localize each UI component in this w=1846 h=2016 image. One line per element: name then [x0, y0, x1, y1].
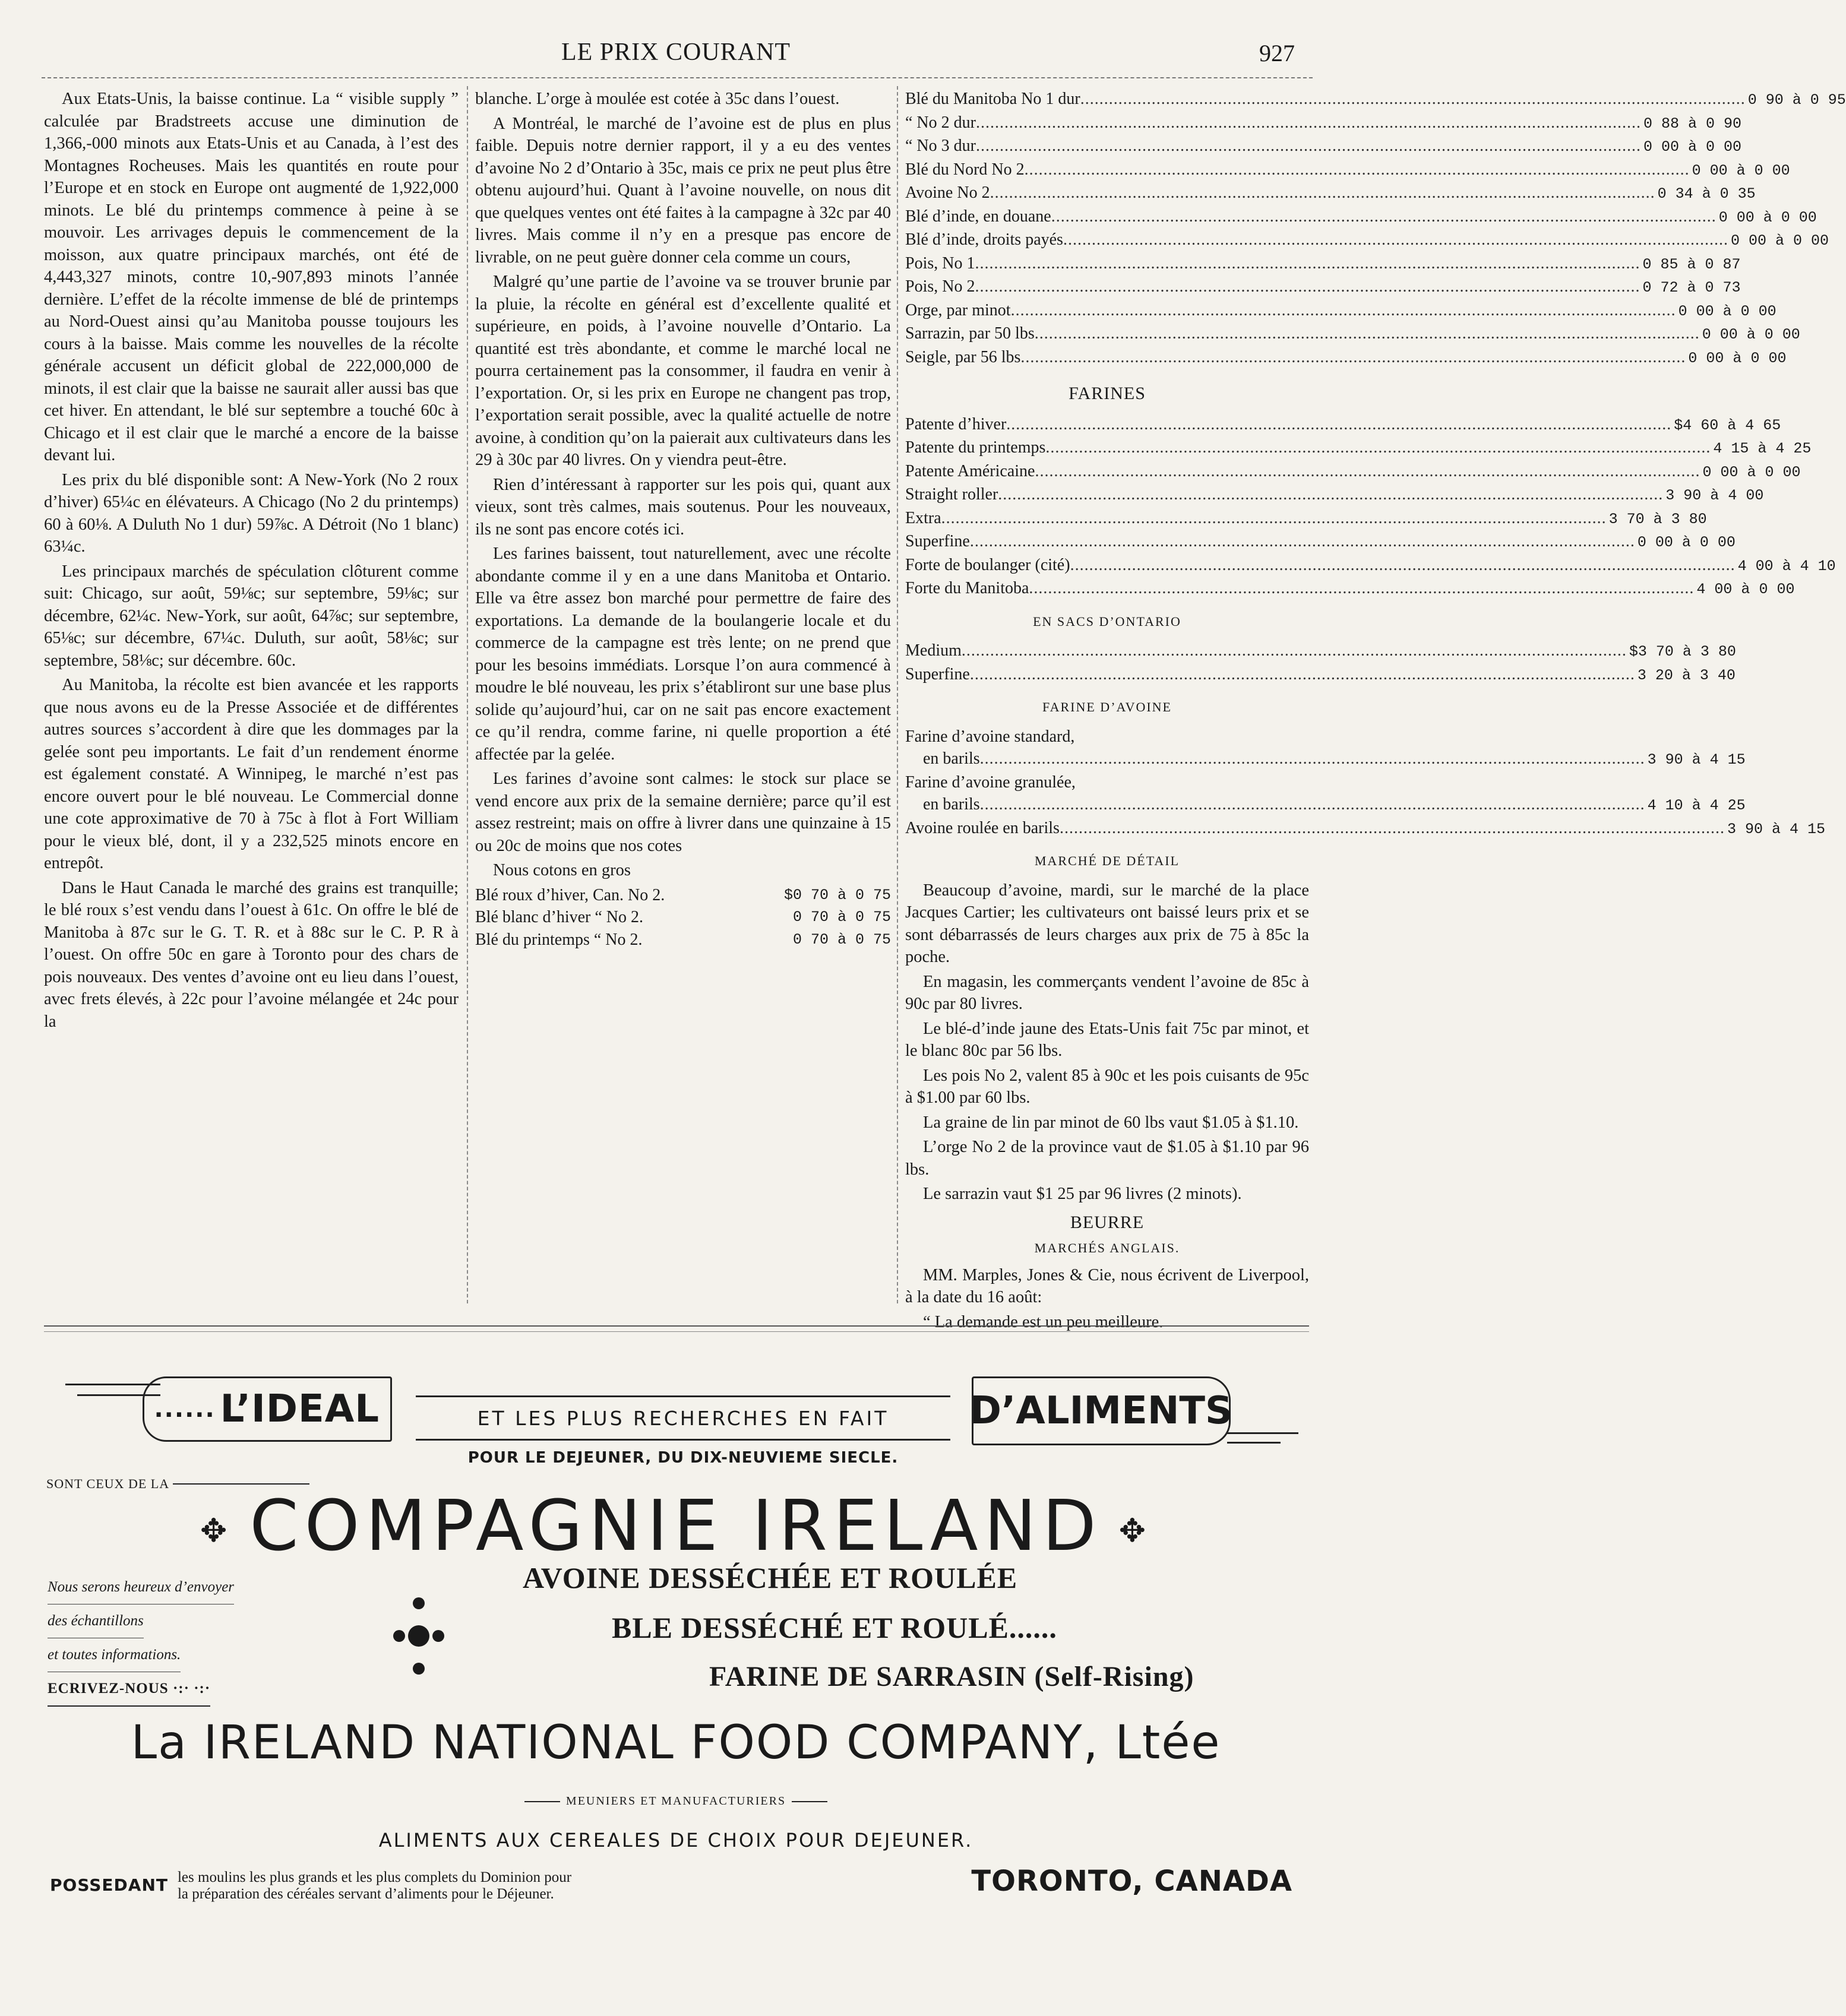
leader-dots [1035, 322, 1700, 345]
price-row [905, 413, 1781, 437]
paragraph: Beaucoup d’avoine, mardi, sur le marché de la place Jacques Cartier; les cultivateurs ont baissé leurs prix et se sont débarrassés de leurs charges aux prix de 75 à 85c la poche. [905, 881, 1309, 966]
ad-top-rule [44, 1331, 1309, 1332]
leader-dots [1011, 299, 1676, 322]
price-name: Orge, par minot [905, 300, 1011, 319]
price-value: 0 00 à 0 00 [1730, 232, 1829, 249]
price-row [905, 640, 1736, 663]
section-heading: BEURRE [1070, 1212, 1145, 1232]
note-line: Nous serons heureux d’envoyer [48, 1571, 234, 1604]
leader-dots [976, 135, 1641, 157]
price-row [905, 483, 1764, 507]
paragraph: Aux Etats-Unis, la baisse continue. La “ visible supply ” calculée par Bradstreets accuse une diminution de 1,366,-000 minots aux Etats-Unis et au Canada, à l’est des Montagnes Rocheuses. Mais les quantités en route pour l’Europe et en stock en Europe ont augmenté de 1,922,000 minots. Le blé du printemps commence à peine à se mouvoir. Les arrivages depuis le commencement de la moisson, aux quatre principaux marchés, ont été de 4,443,327 minots, contre 10,-907,893 minots l’année dernière. L’effet de la récolte immense de blé de printemps au Nord-Ouest ainsi qu’au Manitoba pousse toujours les cours à la baisse. Mais comme les nouvelles de la récolte générale accusent un déficit global de 222,000,000 de minots, il est clair que la baisse ne saurait aller aussi bas que cet hiver. En attendant, le blé sur septembre a touché 60c à Chicago et il est clair que le marché a encore de la baisse devant lui. [44, 90, 459, 464]
company-name [0, 1485, 1352, 1566]
paragraph: Malgré qu’une partie de l’avoine va se trouver brunie par la pluie, la récolte en général est d’excellente qualité et supérieure, en poids, à l’avoine nouvelle d’Ontario. La quantité est très abondante, et comme le marché local ne pourra certainement pas la consommer, il faudra en venir à l’exportation. Or, si les prix en Europe ne changent pas trop, l’exportation serait possible, avec la qualité actuelle de notre avoine, à condition qu’on la paierait aux cultivateurs dans les 29 à 30c par 40 livres. On y viendra peut-être. [475, 273, 891, 469]
section-heading: FARINE D’AVOINE [1042, 700, 1172, 714]
leader-dots [975, 276, 1640, 298]
possedant-line: les moulins les plus grands et les plus complets du Dominion pour [177, 1869, 572, 1885]
paragraph: Le blé-d’inde jaune des Etats-Unis fait 75c par minot, et le blanc 80c par 56 lbs. [905, 1019, 1309, 1060]
possedant-text [178, 1869, 571, 1903]
price-row [905, 530, 1736, 554]
leader-dots [1035, 460, 1700, 483]
price-value: 0 00 à 0 00 [1688, 349, 1787, 367]
price-row [905, 112, 1742, 135]
price-value: 0 00 à 0 00 [1702, 463, 1801, 481]
paragraph: Les farines baissent, tout naturellement, avec une récolte abondante comme il y en a une dans Manitoba et Ontario. Elle va être assez bon marché pour permettre de faire des exportations. La demande de la boulangerie locale et du commerce de la campagne est très lente; on ne prend que pour les besoins immédiats. Lorsque l’on aura commencé à moudre le blé nouveau, les prix s’établiront sur une base plus solide qu’aujourd’hui, car on ne sait pas encore exactement ce qu’il rendra, comme farine, ni quelle proportion a été affectée par la gelée. [475, 545, 891, 764]
price-name: Forte de boulanger (cité) [905, 555, 1070, 574]
price-row [905, 793, 1746, 817]
price-name: Patente Américaine [905, 461, 1035, 480]
paragraph: En magasin, les commerçants vendent l’avoine de 85c à 90c par 80 livres. [905, 972, 1309, 1013]
price-row [905, 460, 1801, 484]
column-1 [44, 88, 459, 1305]
write-us [48, 1672, 210, 1707]
write-us-text: ECRIVEZ-NOUS [48, 1680, 169, 1697]
paragraph: Au Manitoba, la récolte est bien avancée et les rapports que nous avons eu de la Presse Associée et de différentes autres sources s’accordent à dire que les dommages par la gelée sont peu importants. Le fait d’un rendement énorme est également constaté. A Winnipeg, le marché n’est pas encore ouvert pour le blé nouveau. Le Commercial donne une cote approximative de 70 à 75c à flot à Fort William pour le vieux blé, dont, il y a 232,525 minots encore en entrepôt. [44, 676, 459, 872]
price-value: 0 00 à 0 00 [1643, 138, 1742, 156]
price-name: Avoine roulée en barils [905, 818, 1060, 837]
leader-dots [1006, 413, 1671, 436]
ornament-icon: ✥ [200, 1512, 233, 1550]
header-rule [42, 77, 1313, 78]
paragraph: Le sarrazin vaut $1 25 par 96 livres (2 minots). [923, 1185, 1242, 1203]
price-name: Farine d’avoine standard, [905, 727, 1075, 746]
price-name: Avoine No 2 [905, 183, 990, 202]
price-name: Extra [905, 508, 941, 527]
section-heading: FARINES [1069, 384, 1146, 403]
price-name: Blé d’inde, en douane [905, 207, 1051, 226]
price-name: Seigle, par 56 lbs [905, 347, 1021, 366]
dot-ornament-icon [392, 1591, 445, 1680]
price-row [905, 577, 1795, 601]
aliments-banner: D’ALIMENTS [972, 1376, 1231, 1445]
paragraph: Rien d’intéressant à rapporter sur les pois qui, quant aux vieux, sont très calmes, mais soutenus. Pour les nouveaux, ils ne sont pas encore cotés ici. [475, 475, 891, 539]
price-name: “ No 2 dur [905, 113, 976, 132]
product-line: AVOINE DESSÉCHÉE ET ROULÉE [523, 1561, 1018, 1594]
meuniers-line [0, 1795, 1352, 1808]
ornament-icon: ·:· ·:· [172, 1680, 211, 1697]
paragraph: L’orge No 2 de la province vaut de $1.05 à $1.10 par 96 lbs. [905, 1138, 1309, 1179]
leader-dots [1080, 88, 1746, 110]
section-heading: MARCHÉ DE DÉTAIL [1034, 853, 1180, 868]
paragraph: Dans le Haut Canada le marché des grains est tranquille; le blé roux s’est vendu dans l’ouest à 61c. On offre le blé de Manitoba à 87c sur le G. T. R. et à 88c sur le C. P. R à l’ouest. On offre 50c en gare à Toronto pour des chars de pois nouveaux. Des ventes d’avoine ont eu lieu dans l’ouest, avec frets élevés, à 22c pour l’avoine mélangée et 24c pour la [44, 878, 459, 1031]
possedant-block [50, 1869, 571, 1903]
paragraph: Les prix du blé disponible sont: A New-York (No 2 roux d’hiver) 65¼c en élévateurs. A Chicago (No 2 du printemps) 60 à 60⅛. A Duluth No 1 dur) 59⅞c. A Détroit (No 1 blanc) 63¼c. [44, 470, 459, 556]
price-value: $4 60 à 4 65 [1674, 416, 1781, 434]
leader-dots [941, 507, 1607, 530]
paragraph: La graine de lin par minot de 60 lbs vaut $1.05 à $1.10. [923, 1113, 1299, 1132]
price-row [905, 205, 1817, 229]
swash-line [1227, 1432, 1298, 1434]
grain-name: Blé du printemps “ No 2. [475, 930, 643, 949]
leader-dots [1051, 205, 1717, 228]
price-row [905, 229, 1829, 252]
banner-dots: ...... [154, 1395, 216, 1423]
possedant-line: la préparation des céréales servant d’aliments pour le Déjeuner. [177, 1886, 554, 1902]
price-name: Pois, No 1 [905, 254, 975, 273]
paragraph: Les farines d’avoine sont calmes: le stock sur place se vend encore aux prix de la semaine dernière; parce qu’il est assez restreint; mais on offre à livrer dans une quinzaine à 15 ou 20c de moins que nos cotes [475, 770, 891, 855]
leader-dots [1070, 554, 1736, 577]
leader-dots [970, 663, 1635, 686]
price-value: 0 72 à 0 73 [1642, 279, 1741, 296]
price-row [905, 276, 1741, 299]
swash-line [65, 1384, 160, 1385]
company-text: COMPAGNIE IRELAND [249, 1485, 1102, 1566]
price-name: en barils [923, 749, 980, 768]
leader-dots [1020, 346, 1686, 369]
price-row-label [905, 771, 1309, 794]
section-heading: MARCHÉS ANGLAIS. [1034, 1240, 1180, 1255]
section-heading: EN SACS D’ONTARIO [1033, 613, 1181, 629]
paragraph: Nous cotons en gros [493, 861, 631, 879]
price-row [905, 135, 1742, 159]
price-row [905, 346, 1787, 370]
leader-dots [962, 640, 1627, 662]
price-value: 4 00 à 0 00 [1696, 581, 1795, 598]
price-value: 0 00 à 0 00 [1637, 534, 1736, 551]
price-value: 0 34 à 0 35 [1657, 185, 1756, 202]
price-name: Straight roller [905, 485, 998, 504]
ceux-text: SONT CEUX DE LA [46, 1476, 170, 1491]
price-value: 3 90 à 4 15 [1647, 751, 1746, 768]
grain-price-row [475, 884, 891, 907]
paragraph: blanche. L’orge à moulée est cotée à 35c dans l’ouest. [475, 90, 840, 108]
column-divider [897, 86, 898, 1303]
product-line: FARINE DE SARRASIN (Self-Rising) [709, 1661, 1194, 1692]
price-value: 4 15 à 4 25 [1713, 440, 1812, 457]
price-value: $3 70 à 3 80 [1629, 643, 1736, 660]
ad-top-rule [44, 1325, 1309, 1327]
note-line: et toutes informations. [48, 1638, 181, 1672]
price-name: Superfine [905, 532, 970, 550]
grain-value: $0 70 à 0 75 [783, 886, 891, 904]
leader-dots [998, 483, 1663, 506]
price-value: 3 90 à 4 15 [1727, 820, 1825, 838]
price-name: en barils [923, 795, 980, 814]
price-row [905, 159, 1790, 182]
meuniers-text: MEUNIERS ET MANUFACTURIERS [565, 1795, 786, 1808]
leader-dots [990, 182, 1655, 204]
grain-price-row [475, 929, 891, 951]
price-name: Superfine [905, 664, 970, 683]
leader-dots [1060, 817, 1725, 840]
price-value: 4 10 à 4 25 [1647, 797, 1746, 814]
price-row [905, 436, 1812, 460]
price-name: Forte du Manitoba [905, 579, 1029, 597]
grain-name: Blé blanc d’hiver “ No 2. [475, 908, 644, 926]
price-row [905, 88, 1846, 112]
column-divider [467, 86, 468, 1303]
paragraph: “ La demande est un peu meilleure. [923, 1312, 1164, 1331]
price-row [905, 299, 1777, 323]
price-name: “ No 3 dur [905, 137, 976, 155]
price-name: Medium [905, 641, 962, 660]
column-3 [905, 88, 1846, 1331]
grain-value: 0 70 à 0 75 [792, 909, 891, 926]
swash-line [1227, 1442, 1281, 1444]
national-company-name: La IRELAND NATIONAL FOOD COMPANY, Ltée [131, 1716, 1221, 1770]
price-name: Pois, No 2 [905, 277, 975, 296]
dash-line [524, 1801, 560, 1802]
banner-middle: ET LES PLUS RECHERCHES EN FAIT [416, 1395, 950, 1441]
price-name: Farine d’avoine granulée, [905, 773, 1076, 792]
price-name: Sarrazin, par 50 lbs [905, 324, 1035, 343]
price-row [905, 748, 1746, 771]
ornament-icon: ✥ [1118, 1512, 1152, 1550]
price-value: 0 88 à 0 90 [1643, 115, 1742, 132]
price-name: Patente du printemps [905, 438, 1046, 457]
note-line: des échantillons [48, 1604, 144, 1638]
price-value: 0 00 à 0 00 [1692, 162, 1790, 179]
price-value: 3 70 à 3 80 [1608, 510, 1707, 528]
leader-dots [980, 748, 1645, 770]
grain-price-row [475, 906, 891, 929]
banner-ideal: L’IDEAL [220, 1387, 380, 1431]
dash-line [792, 1801, 827, 1802]
column-2 [475, 88, 891, 1305]
grain-name: Blé roux d’hiver, Can. No 2. [475, 885, 665, 904]
leader-dots [1025, 159, 1690, 181]
product-line: BLE DESSÉCHÉ ET ROULÉ...... [612, 1611, 1057, 1644]
paragraph: Les pois No 2, valent 85 à 90c et les pois cuisants de 95c à $1.00 par 60 lbs. [905, 1066, 1309, 1107]
cereales-line: ALIMENTS AUX CEREALES DE CHOIX POUR DEJEUNER. [378, 1829, 973, 1852]
price-row [905, 252, 1741, 276]
price-value: 0 00 à 0 00 [1718, 208, 1817, 226]
price-name: Blé du Nord No 2 [905, 160, 1025, 179]
price-row [905, 182, 1756, 205]
price-value: 0 90 à 0 95 [1747, 91, 1846, 109]
price-value: 0 00 à 0 00 [1702, 326, 1800, 343]
leader-dots [970, 530, 1635, 553]
leader-dots [1045, 436, 1711, 459]
price-row [905, 507, 1707, 531]
price-value: 4 00 à 4 10 [1737, 557, 1836, 575]
price-name: Patente d’hiver [905, 414, 1007, 433]
ad-contact-notes [48, 1571, 297, 1707]
leader-dots [980, 793, 1645, 816]
price-name: Blé du Manitoba No 1 dur [905, 90, 1080, 108]
price-row-label [905, 726, 1309, 748]
ad-subline: POUR LE DEJEUNER, DU DIX-NEUVIEME SIECLE. [467, 1449, 899, 1467]
price-value: 3 20 à 3 40 [1637, 666, 1736, 684]
running-head: LE PRIX COURANT [561, 39, 791, 66]
paragraph: Les principaux marchés de spéculation clôturent comme suit: Chicago, sur août, 59⅛c; sur septembre, 59⅛c; sur décembre, 62¼c. New-York, sur août, 64⅞c; sur septembre, 65⅛c; sur décembre, 67¼c. Duluth, sur août, 58⅛c; sur septembre, 58⅛c; sur décembre. 60c. [44, 562, 459, 670]
price-row [905, 554, 1836, 578]
paragraph: A Montréal, le marché de l’avoine est de plus en plus faible. Depuis notre dernier rapport, il y a eu des ventes d’avoine No 2 d’Ontario à 35c, mais ce prix ne peut plus être obtenu aujourd’hui. Quant à l’avoine nouvelle, on nous dit que quelques ventes ont été faites à la campagne à 32c par 40 livres. Mais comme il n’y en a presque pas encore de livrable, on ne peut guère donner cela comme un cours, [475, 114, 891, 267]
price-row [905, 322, 1800, 346]
leader-dots [975, 252, 1640, 275]
price-value: 0 85 à 0 87 [1642, 255, 1741, 273]
price-row [905, 817, 1825, 841]
toronto-address: TORONTO, CANADA [971, 1865, 1292, 1898]
price-row [905, 663, 1736, 687]
page-number: 927 [1259, 40, 1295, 67]
price-value: 3 90 à 4 00 [1665, 487, 1764, 504]
paragraph: MM. Marples, Jones & Cie, nous écrivent de Liverpool, à la date du 16 août: [905, 1265, 1309, 1306]
price-value: 0 00 à 0 00 [1678, 302, 1777, 320]
possedant-label: POSSEDANT [50, 1875, 168, 1895]
price-name: Blé d’inde, droits payés [905, 230, 1063, 249]
ideal-banner [143, 1376, 392, 1442]
grain-value: 0 70 à 0 75 [792, 931, 891, 948]
leader-dots [1063, 229, 1728, 251]
leader-dots [976, 112, 1641, 134]
leader-dots [1029, 577, 1694, 600]
